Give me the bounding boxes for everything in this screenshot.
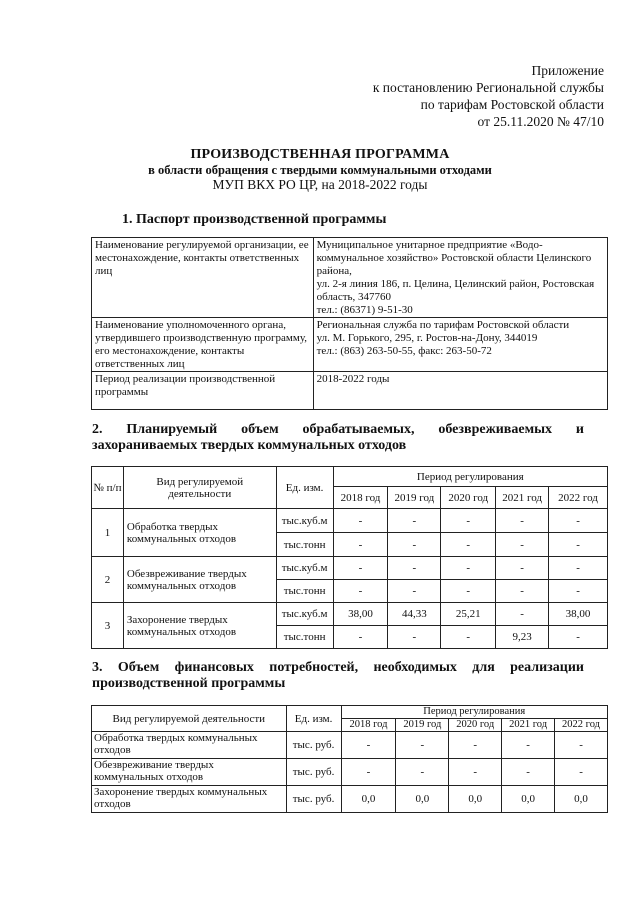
header-year: 2019 год xyxy=(396,719,449,732)
header-unit: Ед. изм. xyxy=(286,706,341,732)
row-activity: Обработка твердых коммунальных отходов xyxy=(92,732,287,759)
appendix-note xyxy=(373,62,604,130)
header-period: Период регулирования xyxy=(341,706,608,719)
value-cell: - xyxy=(549,557,608,580)
value-cell: - xyxy=(388,626,441,649)
value-cell: 0,0 xyxy=(555,786,608,813)
header-num: № п/п xyxy=(92,467,124,509)
passport-value-line: Региональная служба по тарифам Ростовской области xyxy=(316,319,570,331)
table-row xyxy=(92,732,608,759)
row-unit: тыс.тонн xyxy=(276,580,333,603)
value-cell: - xyxy=(549,509,608,533)
value-cell: - xyxy=(496,557,549,580)
value-cell: - xyxy=(441,580,496,603)
passport-value-line: Муниципальное унитарное предприятие «Водо-коммунальное хозяйство» Ростовской области Целинского района, xyxy=(316,239,592,277)
passport-value-line: тел.: (863) 263-50-55, факс: 263-50-72 xyxy=(316,345,492,357)
header-year: 2021 год xyxy=(502,719,555,732)
passport-label: Наименование регулируемой организации, ее местонахождение, контакты ответственных лиц xyxy=(92,238,314,318)
value-cell: - xyxy=(388,580,441,603)
section-2-heading: 2. Планируемый объем обрабатываемых, обезвреживаемых и xyxy=(92,422,584,437)
value-cell: - xyxy=(449,759,502,786)
passport-value xyxy=(313,238,607,318)
table-row xyxy=(92,603,608,626)
table-row xyxy=(92,557,608,580)
value-cell: - xyxy=(441,509,496,533)
value-cell: - xyxy=(449,732,502,759)
appendix-line-4: от 25.11.2020 № 47/10 xyxy=(477,114,604,129)
header-year: 2019 год xyxy=(388,487,441,509)
passport-value xyxy=(313,318,607,372)
table-row xyxy=(92,759,608,786)
value-cell: 25,21 xyxy=(441,603,496,626)
row-num: 3 xyxy=(92,603,124,649)
section-3-heading-cont: производственной программы xyxy=(92,676,286,691)
passport-value: 2018-2022 годы xyxy=(313,372,607,410)
header-year: 2022 год xyxy=(555,719,608,732)
value-cell: 0,0 xyxy=(449,786,502,813)
value-cell: - xyxy=(496,509,549,533)
row-unit: тыс. руб. xyxy=(286,759,341,786)
row-unit: тыс. руб. xyxy=(286,732,341,759)
section-3-heading: 3. Объем финансовых потребностей, необходимых для реализации xyxy=(92,660,584,675)
row-activity: Захоронение твердых коммунальных отходов xyxy=(123,603,276,649)
section-2-heading-cont: захораниваемых твердых коммунальных отходов xyxy=(92,438,407,453)
passport-table xyxy=(91,237,608,410)
row-unit: тыс. руб. xyxy=(286,786,341,813)
volume-table xyxy=(91,466,608,649)
header-activity: Вид регулируемой деятельности xyxy=(92,706,287,732)
value-cell: - xyxy=(388,533,441,557)
passport-label: Период реализации производственной программы xyxy=(92,372,314,410)
value-cell: 38,00 xyxy=(549,603,608,626)
value-cell: - xyxy=(549,626,608,649)
value-cell: - xyxy=(496,533,549,557)
table-row xyxy=(92,372,608,410)
value-cell: - xyxy=(502,759,555,786)
appendix-line-1: Приложение xyxy=(531,63,604,78)
section-1-heading: 1. Паспорт производственной программы xyxy=(122,212,387,227)
value-cell: - xyxy=(441,626,496,649)
document-subtitle: в области обращения с твердыми коммунальными отходами xyxy=(148,163,492,177)
table-row xyxy=(92,786,608,813)
value-cell: - xyxy=(549,580,608,603)
table-row xyxy=(92,238,608,318)
row-unit: тыс.тонн xyxy=(276,626,333,649)
value-cell: 9,23 xyxy=(496,626,549,649)
value-cell: - xyxy=(333,580,388,603)
value-cell: - xyxy=(333,533,388,557)
value-cell: - xyxy=(549,533,608,557)
value-cell: - xyxy=(388,557,441,580)
value-cell: - xyxy=(341,732,396,759)
value-cell: - xyxy=(341,759,396,786)
document-org: МУП ВКХ РО ЦР, на 2018-2022 годы xyxy=(212,177,428,192)
finance-table xyxy=(91,705,608,813)
passport-value-line: ул. М. Горького, 295, г. Ростов-на-Дону, 344019 xyxy=(316,332,538,344)
appendix-line-2: к постановлению Региональной службы xyxy=(372,80,604,95)
passport-value-line: тел.: (86371) 9-51-30 xyxy=(316,304,413,316)
value-cell: - xyxy=(388,509,441,533)
header-year: 2020 год xyxy=(441,487,496,509)
value-cell: - xyxy=(496,603,549,626)
row-unit: тыс.куб.м xyxy=(276,603,333,626)
header-activity: Вид регулируемой деятельности xyxy=(123,467,276,509)
table-row xyxy=(92,318,608,372)
value-cell: - xyxy=(502,732,555,759)
header-year: 2021 год xyxy=(496,487,549,509)
row-activity: Обезвреживание твердых коммунальных отходов xyxy=(123,557,276,603)
header-year: 2018 год xyxy=(341,719,396,732)
value-cell: - xyxy=(333,509,388,533)
value-cell: 0,0 xyxy=(502,786,555,813)
row-num: 2 xyxy=(92,557,124,603)
appendix-line-3: по тарифам Ростовской области xyxy=(420,97,604,112)
value-cell: - xyxy=(396,732,449,759)
document-title: ПРОИЗВОДСТВЕННАЯ ПРОГРАММА xyxy=(190,147,450,162)
header-year: 2022 год xyxy=(549,487,608,509)
value-cell: - xyxy=(441,557,496,580)
table-row xyxy=(92,509,608,533)
header-unit: Ед. изм. xyxy=(276,467,333,509)
header-year: 2018 год xyxy=(333,487,388,509)
value-cell: - xyxy=(333,626,388,649)
row-unit: тыс.куб.м xyxy=(276,509,333,533)
value-cell: 0,0 xyxy=(396,786,449,813)
value-cell: - xyxy=(496,580,549,603)
value-cell: - xyxy=(333,557,388,580)
value-cell: 38,00 xyxy=(333,603,388,626)
passport-label: Наименование уполномоченного органа, утвердившего производственную программу, его местонахождение, контакты ответственных лиц xyxy=(92,318,314,372)
value-cell: - xyxy=(555,732,608,759)
value-cell: - xyxy=(396,759,449,786)
value-cell: - xyxy=(441,533,496,557)
value-cell: - xyxy=(555,759,608,786)
header-period: Период регулирования xyxy=(333,467,607,487)
row-activity: Обработка твердых коммунальных отходов xyxy=(123,509,276,557)
row-unit: тыс.куб.м xyxy=(276,557,333,580)
value-cell: 0,0 xyxy=(341,786,396,813)
header-year: 2020 год xyxy=(449,719,502,732)
value-cell: 44,33 xyxy=(388,603,441,626)
row-unit: тыс.тонн xyxy=(276,533,333,557)
row-num: 1 xyxy=(92,509,124,557)
passport-value-line: ул. 2-я линия 186, п. Целина, Целинский район, Ростовская область, 347760 xyxy=(316,278,595,303)
row-activity: Обезвреживание твердых коммунальных отходов xyxy=(92,759,287,786)
row-activity: Захоронение твердых коммунальных отходов xyxy=(92,786,287,813)
